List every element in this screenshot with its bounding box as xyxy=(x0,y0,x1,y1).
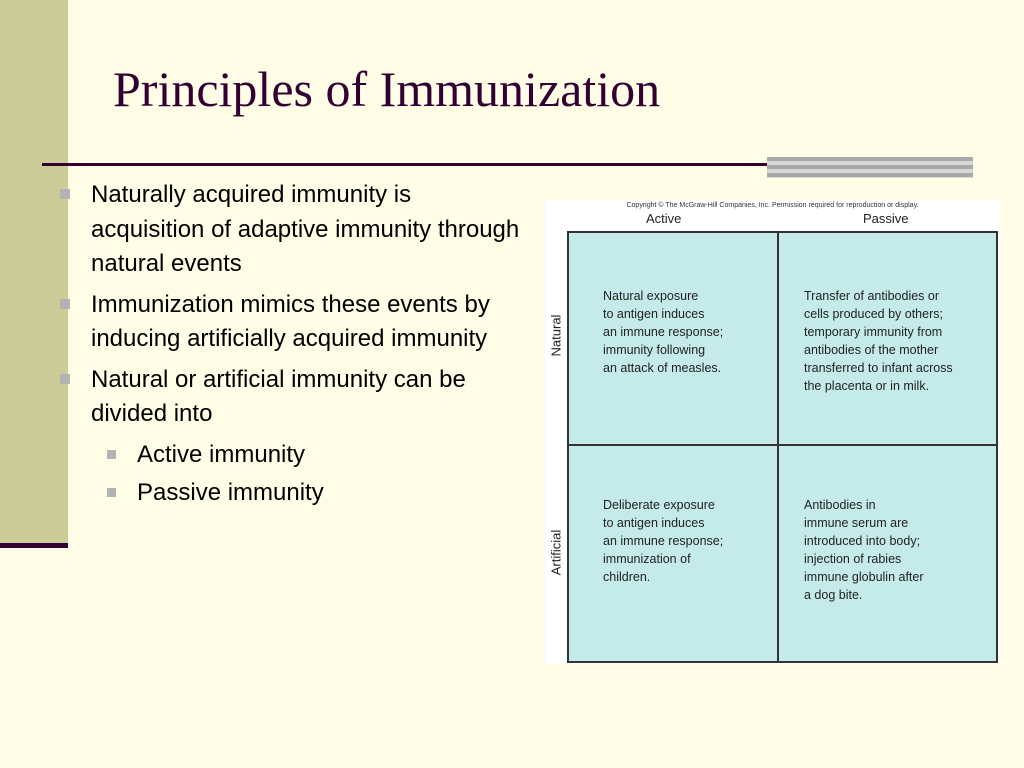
column-header-active: Active xyxy=(646,211,682,226)
decorative-bar xyxy=(767,157,973,178)
bullet-list xyxy=(60,178,530,511)
copyright-notice: Copyright © The McGraw-Hill Companies, Inc. Permission required for reproduction or display. xyxy=(626,202,919,209)
cell-text: Transfer of antibodies or cells produced by others; temporary immunity from antibodies of the mother transferred to infant across the placenta or in milk. xyxy=(804,289,953,393)
cell-artificial-passive xyxy=(777,444,998,663)
cell-natural-active xyxy=(567,231,779,446)
side-band-line xyxy=(0,543,68,548)
bullet-item: Natural or artificial immunity can be divided into xyxy=(60,363,530,432)
immunity-figure xyxy=(545,200,1000,664)
bullet-item: Naturally acquired immunity is acquisition of adaptive immunity through natural events xyxy=(60,178,530,282)
slide-title: Principles of Immunization xyxy=(113,61,661,117)
bullet-item: Immunization mimics these events by inducing artificially acquired immunity xyxy=(60,288,530,357)
row-header-artificial: Artificial xyxy=(548,529,564,576)
cell-natural-passive xyxy=(777,231,998,446)
cell-text: Antibodies in immune serum are introduced into body; injection of rabies immune globulin after a dog bite. xyxy=(804,498,924,602)
cell-text: Natural exposure to antigen induces an immune response; immunity following an attack of measles. xyxy=(603,289,724,375)
cell-text: Deliberate exposure to antigen induces an immune response; immunization of children. xyxy=(603,498,724,584)
column-header-passive: Passive xyxy=(863,211,909,226)
cell-artificial-active xyxy=(567,444,779,663)
sub-bullet-item: Active immunity xyxy=(60,438,530,473)
row-header-natural: Natural xyxy=(548,314,564,357)
side-band xyxy=(0,0,68,546)
sub-bullet-item: Passive immunity xyxy=(60,476,530,511)
